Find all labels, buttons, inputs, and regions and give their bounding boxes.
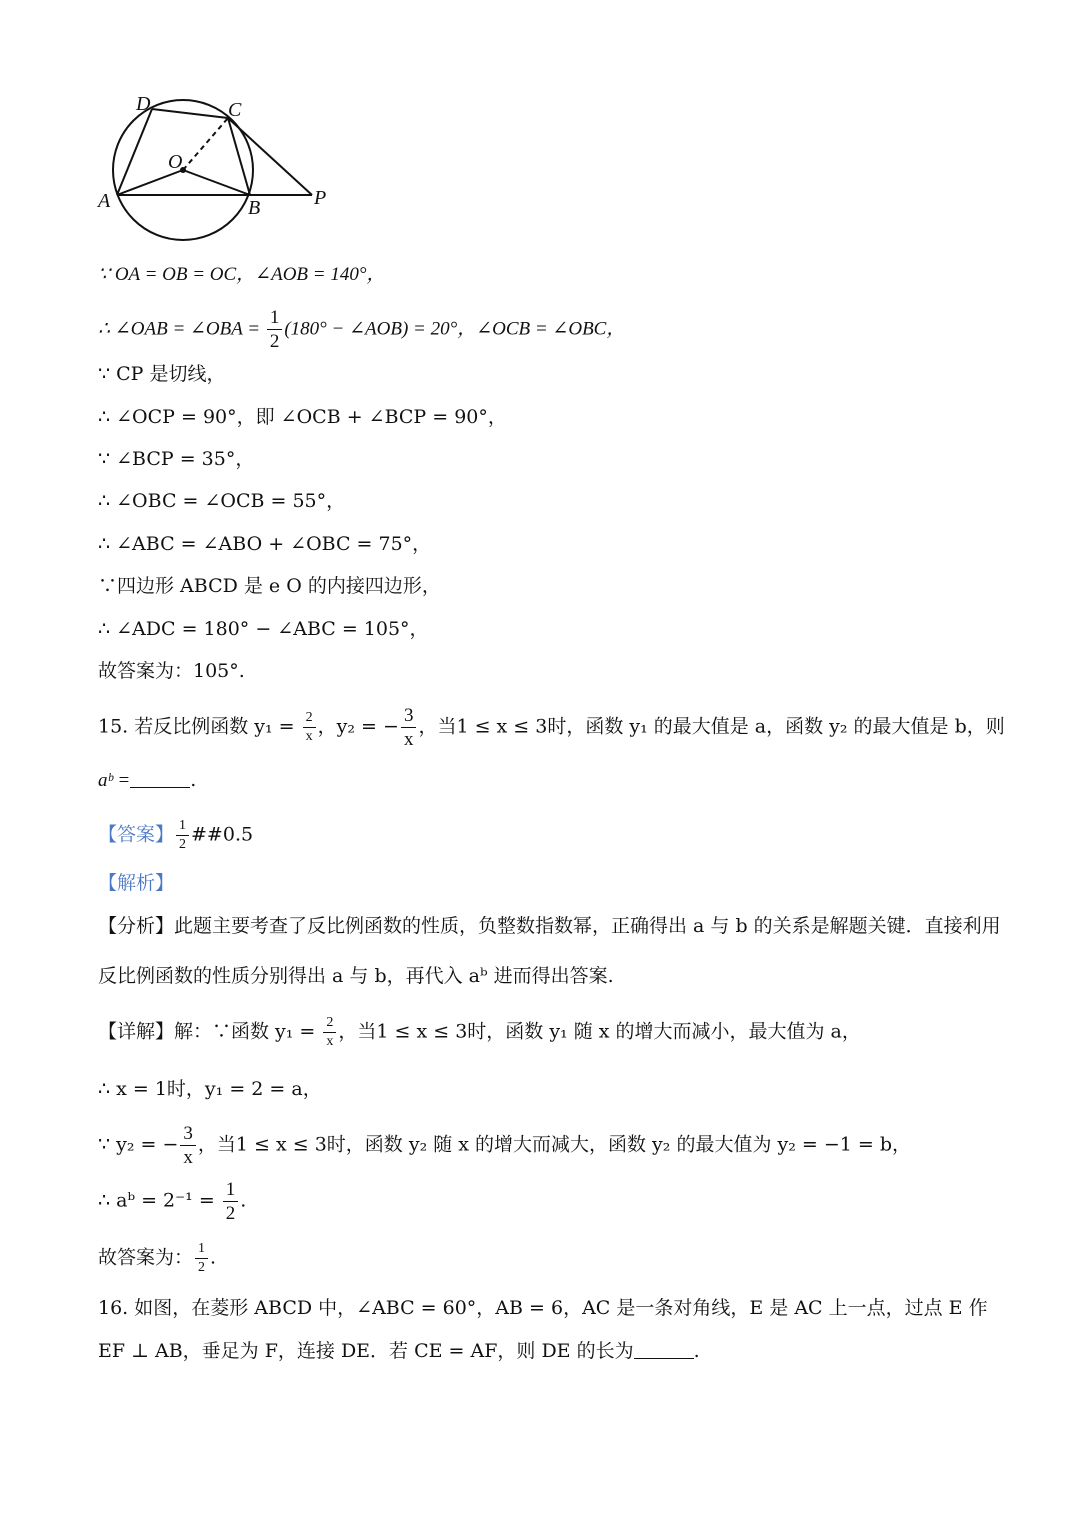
sol14-line-10: 故答案为：105°. [98,660,245,682]
q16-line-1: 16. 如图，在菱形 ABCD 中，∠ABC = 60°，AB = 6，AC 是一条对角线，E 是 AC 上一点，过点 E 作 [98,1297,988,1319]
segment-cp [228,118,312,195]
sol14-line-3: ∵ CP 是切线， [98,363,226,385]
fenxi-line-2: 反比例函数的性质分别得出 a 与 b，再代入 aᵇ 进而得出答案. [98,965,614,987]
segment-oa [117,170,183,195]
label-b: B [248,197,261,219]
xiangjie-line-4: ∴ aᵇ = 2⁻¹ = $\frac{1}{2}$ . [98,1179,247,1224]
answer-blank-16[interactable] [634,1340,694,1359]
label-d: D [136,93,151,115]
xiangjie-line-3: ∵ y₂ = − $\frac{3}{x}$ ，当1 ≤ x ≤ 3时，函数 y₂ 随 x 的增大而减大，函数 y₂ 的最大值为 y₂ = −1 = b， [98,1123,912,1168]
sol14-line-1: ∵ OA = OB = OC，∠AOB = 140°， [98,264,386,285]
sol14-line-7: ∴ ∠ABC = ∠ABO + ∠OBC = 75°， [98,533,432,555]
answer15: 【答案】 $\frac{1}{2}$ ##0.5 [98,818,254,852]
sol14-line-4: ∴ ∠OCP = 90°，即 ∠OCB + ∠BCP = 90°， [98,406,507,428]
segment-oc-dashed [183,118,228,170]
q16-line-2: EF ⊥ AB，垂足为 F，连接 DE．若 CE = AF，则 DE 的长为 . [98,1340,700,1362]
circle-diagram [90,88,340,248]
xiangjie-line-2: ∴ x = 1时，y₁ = 2 = a， [98,1078,322,1100]
sol14-line-5: ∵ ∠BCP = 35°， [98,448,255,470]
q15-line-2: aᵇ = . [98,769,197,791]
label-c: C [228,99,242,121]
xiangjie-line-5: 故答案为： $\frac{1}{2}$ . [98,1241,217,1275]
analysis-tag: 【解析】 [98,872,175,894]
q15-line-1: 15. 若反比例函数 y₁ = $\frac{2}{x}$ ，y₂ = − $\frac{3}{x}$ ，当1 ≤ x ≤ 3时，函数 y₁ 的最大值是 a，函数 y₂ 的最大值是 b，则 [98,705,1005,750]
segment-dc [152,109,228,118]
label-o: O [168,151,183,173]
sol14-line-6: ∴ ∠OBC = ∠OCB = 55°， [98,490,346,512]
answer-blank[interactable] [130,769,190,788]
sol14-line-8: ∵四边形 ABCD 是 e O 的内接四边形， [98,575,441,597]
fenxi-line-1: 【分析】此题主要考查了反比例函数的性质，负整数指数幂，正确得出 a 与 b 的关系是解题关键．直接利用 [98,915,1001,937]
label-a: A [98,190,111,212]
segment-ob [183,170,250,195]
segment-ad [117,109,152,195]
sol14-line-9: ∴ ∠ADC = 180° − ∠ABC = 105°， [98,618,429,640]
xiangjie-line-1: 【详解】解：∵函数 y₁ = $\frac{2}{x}$ ，当1 ≤ x ≤ 3时，函数 y₁ 随 x 的增大而减小，最大值为 a， [98,1015,861,1049]
label-p: P [314,187,327,209]
sol14-line-2: ∴ ∠OAB = ∠OBA = $\frac{1}{2}$ (180° − ∠AOB) = 20°，∠OCB = ∠OBC， [98,307,626,352]
